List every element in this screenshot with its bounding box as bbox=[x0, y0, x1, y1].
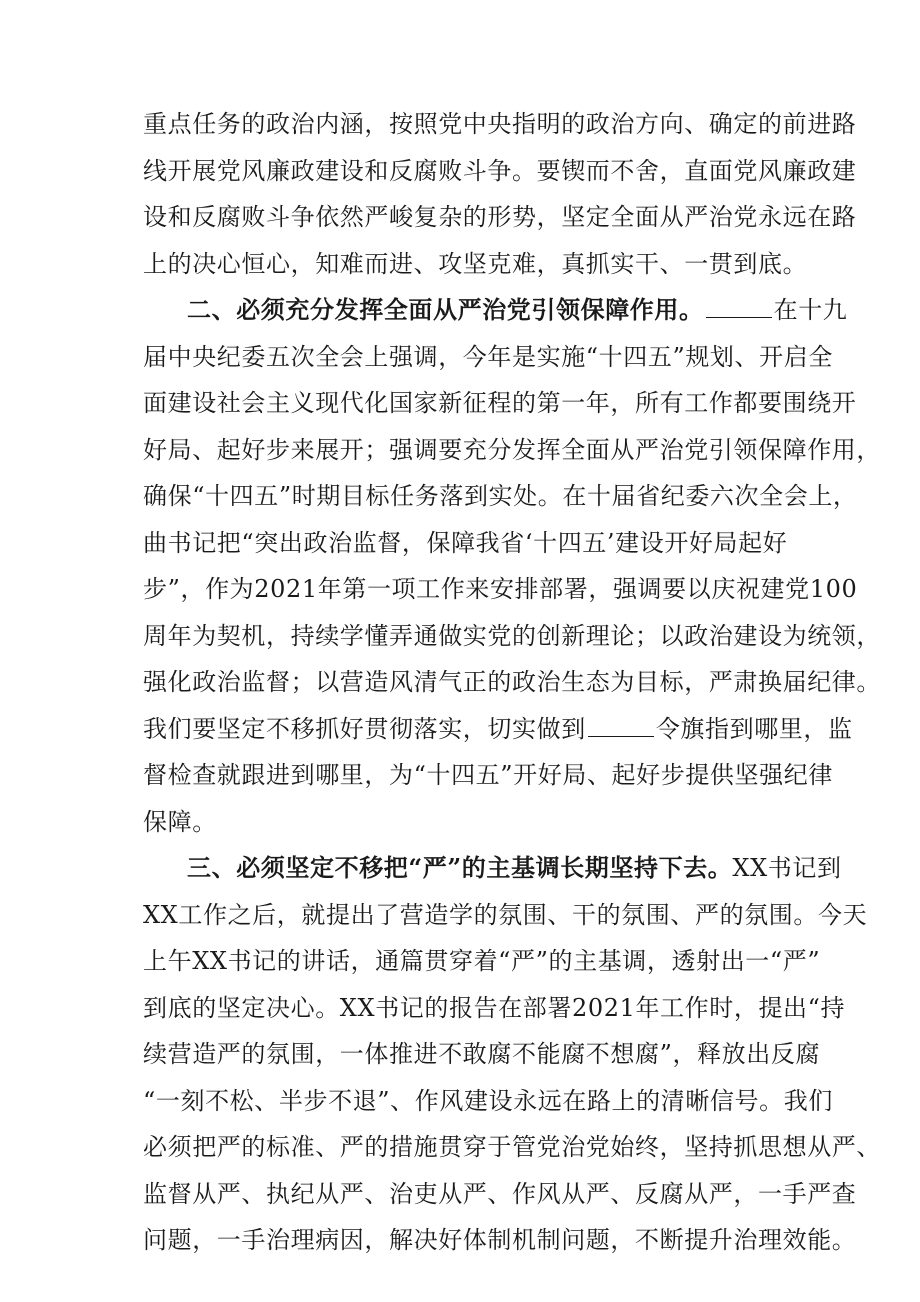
section-heading-line bbox=[143, 845, 842, 892]
text-line: “一刻不松、半步不退”、作风建设永远在路上的清晰信号。我们 bbox=[143, 1086, 833, 1115]
text-line: 监督从严、执纪从严、治吏从严、作风从严、反腐从严，一手严查 bbox=[143, 1179, 857, 1208]
text-line: 上的决心恒心，知难而进、攻坚克难，真抓实干、一贯到底。 bbox=[143, 249, 808, 278]
section-heading-2: 二、必须充分发挥全面从严治党引领保障作用。 bbox=[187, 295, 704, 324]
fill-blank bbox=[588, 714, 654, 737]
text-line: 线开展党风廉政建设和反腐败斗争。要锲而不舍，直面党风廉政建 bbox=[143, 156, 857, 185]
section-heading-line bbox=[143, 287, 848, 334]
text-fragment: 令旗指到哪里，监 bbox=[655, 714, 853, 743]
text-line: XX工作之后，就提出了营造学的氛围、干的氛围、严的氛围。今天 bbox=[143, 900, 868, 929]
text-line: 确保“十四五”时期目标任务落到实处。在十届省纪委六次全会上， bbox=[143, 482, 858, 510]
text-line: 问题，一手治理病因，解决好体制机制问题，不断提升治理效能。 bbox=[143, 1226, 857, 1254]
text-line: 面建设社会主义现代化国家新征程的第一年，所有工作都要围绕开 bbox=[143, 389, 857, 417]
text-line: 督检查就跟进到哪里，为“十四五”开好局、起好步提供坚强纪律 bbox=[143, 761, 833, 789]
text-line: 设和反腐败斗争依然严峻复杂的形势，坚定全面从严治党永远在路 bbox=[143, 203, 857, 231]
text-line: 必须把严的标准、严的措施贯穿于管党治党始终，坚持抓思想从严、 bbox=[143, 1133, 881, 1161]
text-fragment: XX书记到 bbox=[732, 854, 842, 882]
text-line: 好局、起好步来展开；强调要充分发挥全面从严治党引领保障作用， bbox=[143, 435, 881, 464]
section-heading-3: 三、必须坚定不移把“严”的主基调长期坚持下去。 bbox=[187, 853, 733, 882]
text-line: 步”，作为2021年第一项工作来安排部署，强调要以庆祝建党100 bbox=[143, 575, 858, 603]
text-line: 强化政治监督；以营造风清气正的政治生态为目标，严肃换届纪律。 bbox=[143, 668, 881, 696]
text-line: 周年为契机，持续学懂弄通做实党的创新理论；以政治建设为统领， bbox=[143, 621, 881, 650]
text-line: 保障。 bbox=[143, 807, 217, 836]
body-text bbox=[143, 101, 881, 1264]
text-line: 续营造严的氛围，一体推进不敢腐不能腐不想腐”，释放出反腐 bbox=[143, 1040, 821, 1068]
text-line: 曲书记把“突出政治监督，保障我省‘十四五’建设开好局起好 bbox=[143, 528, 788, 557]
fill-blank bbox=[706, 295, 772, 318]
text-line bbox=[143, 706, 853, 753]
text-line: 到底的坚定决心。XX书记的报告在部署2021年工作时，提出“持 bbox=[143, 993, 846, 1022]
text-line: 届中央纪委五次全会上强调，今年是实施“十四五”规划、开启全 bbox=[143, 342, 833, 371]
text-fragment: 我们要坚定不移抓好贯彻落实，切实做到 bbox=[143, 714, 586, 743]
text-line: 上午XX书记的讲话，通篇贯穿着“严”的主基调，透射出一“严” bbox=[143, 947, 821, 975]
text-fragment: 在十九 bbox=[773, 296, 848, 324]
text-line: 重点任务的政治内涵，按照党中央指明的政治方向、确定的前进路 bbox=[143, 110, 857, 138]
